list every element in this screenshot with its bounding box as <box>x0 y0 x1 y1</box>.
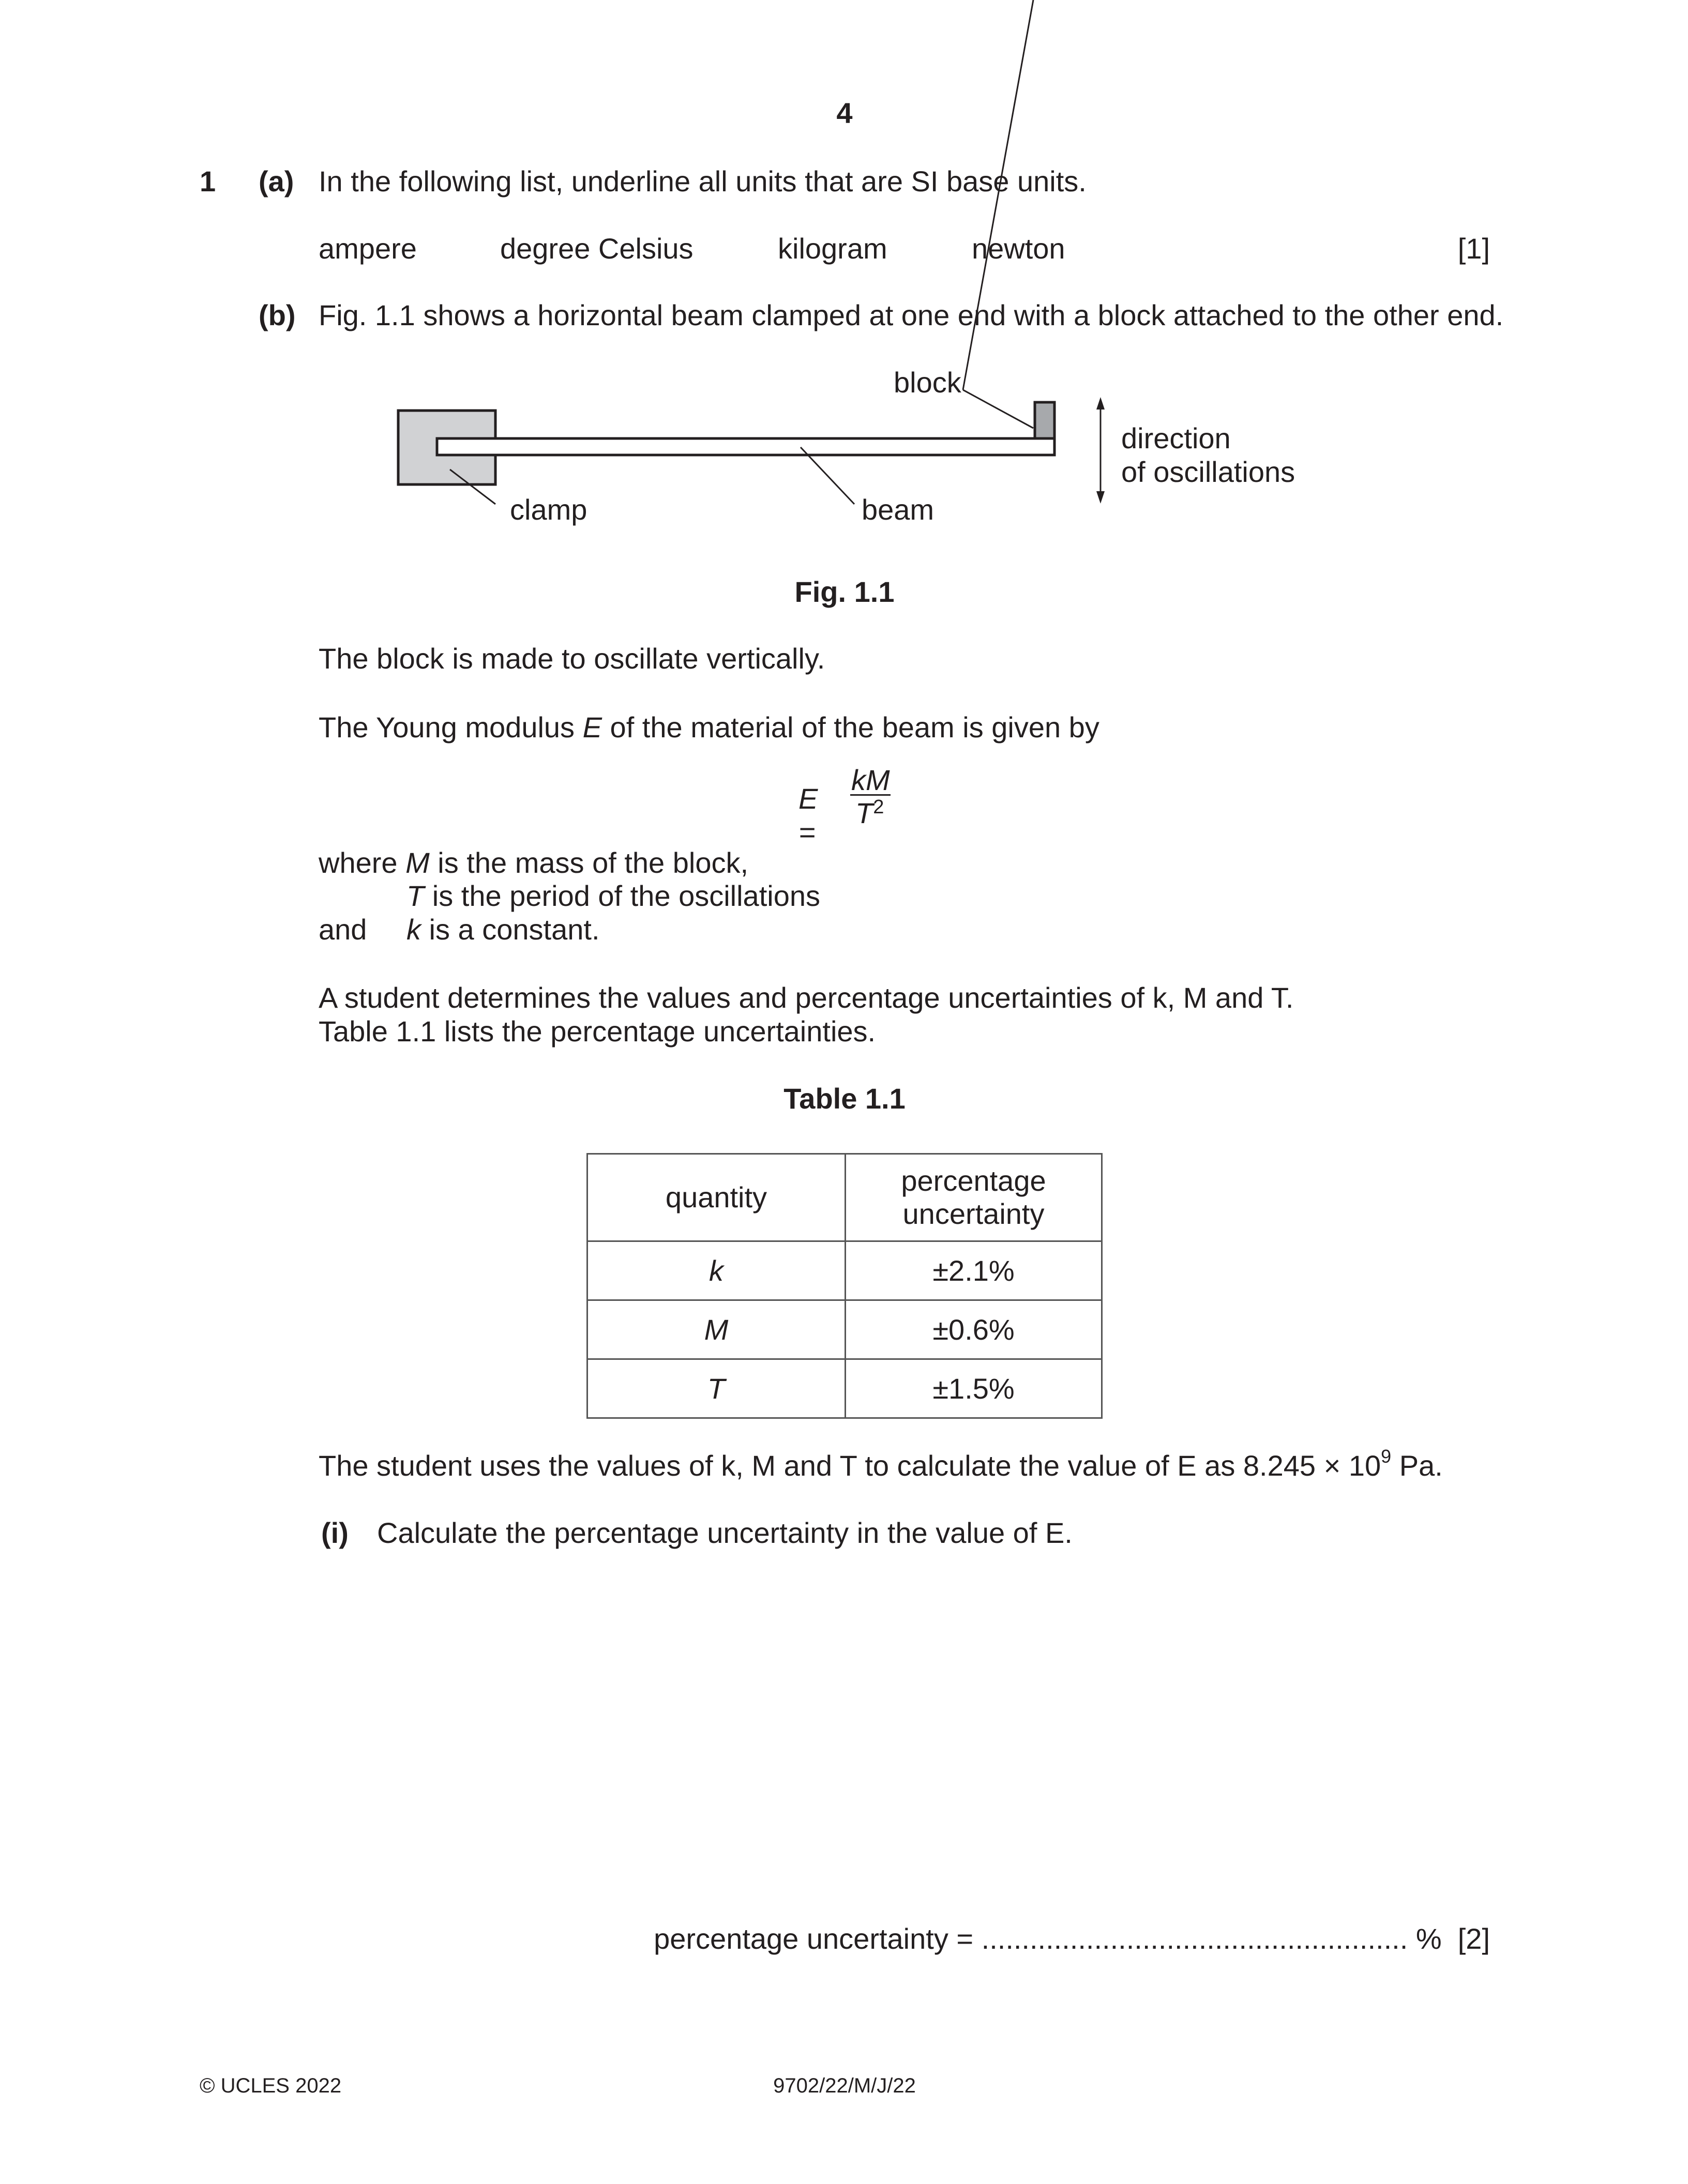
cell: ±0.6% <box>846 1300 1102 1359</box>
arrow-head-down-icon <box>1096 491 1105 504</box>
block-leader <box>963 390 1033 428</box>
paragraph: The Young modulus E of the material of the beam is given by <box>319 711 1099 744</box>
cell: ±1.5% <box>846 1359 1102 1418</box>
sub-question-label: (i) <box>321 1516 349 1549</box>
uncertainty-table <box>586 1153 1103 1419</box>
marks: [1] <box>1457 232 1490 265</box>
label-direction: of oscillations <box>1121 456 1295 488</box>
paragraph: Table 1.1 lists the percentage uncertainties. <box>319 1015 876 1048</box>
beam <box>437 438 1054 455</box>
cell: T <box>587 1359 846 1418</box>
label-direction: direction <box>1121 422 1231 454</box>
part-b-label: (b) <box>259 299 296 331</box>
cell: ±2.1% <box>846 1241 1102 1300</box>
paragraph: The block is made to oscillate vertically. <box>319 642 825 675</box>
figure-caption: Fig. 1.1 <box>794 575 895 608</box>
table-row <box>587 1359 1102 1418</box>
where-line: where M is the mass of the block, <box>319 846 749 879</box>
answer-line[interactable]: percentage uncertainty = ..................................................... % [2] <box>654 1922 1490 1955</box>
unit-option[interactable]: kilogram <box>778 232 887 265</box>
table-row <box>587 1241 1102 1300</box>
figure-beam-diagram <box>0 0 1688 569</box>
question-number: 1 <box>200 165 216 198</box>
where-line: T is the period of the oscillations <box>406 879 820 912</box>
page-number: 4 <box>836 97 853 129</box>
table-row <box>587 1300 1102 1359</box>
table-title: Table 1.1 <box>783 1082 906 1115</box>
table-header-row <box>587 1154 1102 1241</box>
cell: M <box>587 1300 846 1359</box>
part-a-text: In the following list, underline all units that are SI base units. <box>319 165 1087 198</box>
arrow-head-up-icon <box>1096 397 1105 410</box>
answer-field[interactable]: ..................................................... <box>981 1922 1408 1955</box>
where-line: k is a constant. <box>406 913 600 946</box>
unit-option[interactable]: degree Celsius <box>500 232 694 265</box>
footer-code: 9702/22/M/J/22 <box>773 2074 916 2097</box>
header-cell: quantity <box>587 1154 846 1241</box>
block <box>1035 402 1054 438</box>
part-a-label: (a) <box>259 165 294 198</box>
unit-option[interactable]: ampere <box>319 232 417 265</box>
header-cell: percentage uncertainty <box>846 1154 1102 1241</box>
sub-question-text: Calculate the percentage uncertainty in the value of E. <box>377 1516 1073 1549</box>
cell: k <box>587 1241 846 1300</box>
label-beam: beam <box>862 493 935 526</box>
label-block: block <box>894 366 961 399</box>
label-clamp: clamp <box>510 493 587 526</box>
where-and: and <box>319 913 367 946</box>
paragraph: The student uses the values of k, M and T to calculate the value of E as $8.245 \times 10^9$ Pa. <box>319 1446 1443 1482</box>
part-b-text: Fig. 1.1 shows a horizontal beam clamped at one end with a block attached to the other end. <box>319 299 1504 331</box>
unit-option[interactable]: newton <box>972 232 1065 265</box>
footer-copyright: © UCLES 2022 <box>200 2074 342 2097</box>
block-leader <box>963 0 1033 390</box>
paragraph: A student determines the values and percentage uncertainties of k, M and T. <box>319 981 1294 1014</box>
